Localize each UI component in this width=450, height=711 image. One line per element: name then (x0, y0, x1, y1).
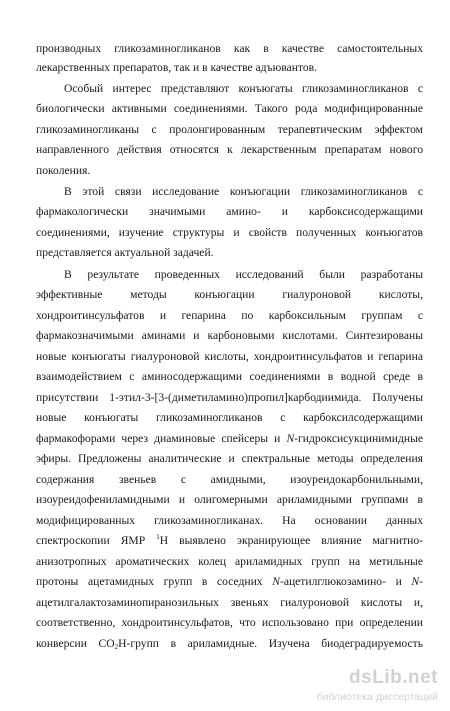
text-line: новые конъюгаты гликозаминогликанов с карбоксилсодержащими (36, 411, 423, 424)
text-line: модифицированных гликозаминогликанах. На основании данных (36, 514, 423, 527)
text-line: присутствии 1-этил-3-[3-(диметиламино)пропил]карбодиимида. Получены (36, 391, 423, 404)
text-line: направленного действия относятся к лекарственным препаратам нового (36, 143, 423, 156)
text-line: производных гликозаминогликанов как в качестве самостоятельных (36, 42, 423, 55)
text-line: фармакологически значимыми амино- и карбоксисодержащими (36, 205, 423, 218)
text-line: изоуреидофениламидными и олигомерными ариламидными группами в (36, 493, 423, 506)
text-line: хондроитинсульфатов и гепарина по карбоксильным группам с (36, 309, 423, 322)
text-line: новые конъюгаты гиалуроновой кислоты, хондроитинсульфатов и гепарина (36, 350, 423, 363)
text-line: содержания звеньев с амидными, изоуреидокарбонильными, (36, 473, 423, 486)
text-line: лекарственных препаратов, так и в качестве адъювантов. (36, 61, 317, 74)
text-line: эффективные методы конъюгации гиалуроновой кислоты, (36, 288, 423, 301)
text-line: спектроскопии ЯМР $^1$H выявлено экранирующее влияние магнитно- (36, 534, 423, 547)
text-line: фармакофорами через диаминовые спейсеры и N-гидроксисукцинимидные (36, 432, 423, 445)
text-line: биологически активными соединениями. Такого рода модифицированные (36, 102, 423, 115)
text-line: ацетилгалактозаминопиранозильных звеньях гиалуроновой кислоты и, (36, 596, 423, 609)
text-line: гликозаминогликаны с пролонгированным терапевтическим эффектом (36, 123, 423, 136)
text-line: В этой связи исследование конъюгации гликозаминогликанов с (64, 185, 423, 198)
watermark-logo: dsLib.net (349, 667, 438, 688)
text-line: эфиры. Предложены аналитические и спектральные методы определения (36, 452, 423, 465)
text-line: представляется актуальной задачей. (36, 246, 214, 259)
watermark (292, 667, 442, 707)
text-line: Особый интерес представляют конъюгаты гликозаминогликанов с (64, 82, 423, 95)
text-line: В результате проведенных исследований были разработаны (64, 268, 423, 281)
text-line: соединениями, изучение структуры и свойств полученных конъюгатов (36, 226, 423, 239)
text-line: конверсии $CO_2H$-групп в ариламидные. Изучена биодеградируемость (36, 637, 423, 651)
text-line: протоны ацетамидных групп в соседних N-ацетилглюкозамино- и N- (36, 575, 423, 588)
text-line: взаимодействием с аминосодержащими соединениями в водной среде в (36, 370, 423, 383)
text-line: поколения. (36, 164, 91, 177)
text-line: фармакозначимыми аминами и карбоновыми кислотами. Синтезированы (36, 329, 423, 342)
text-line: анизотропных ароматических колец ариламидных групп на метильные (36, 555, 423, 568)
watermark-caption: библиотека диссертаций (316, 691, 438, 703)
text-line: соответственно, хондроитинсульфатов, что использовано при определении (36, 616, 423, 629)
